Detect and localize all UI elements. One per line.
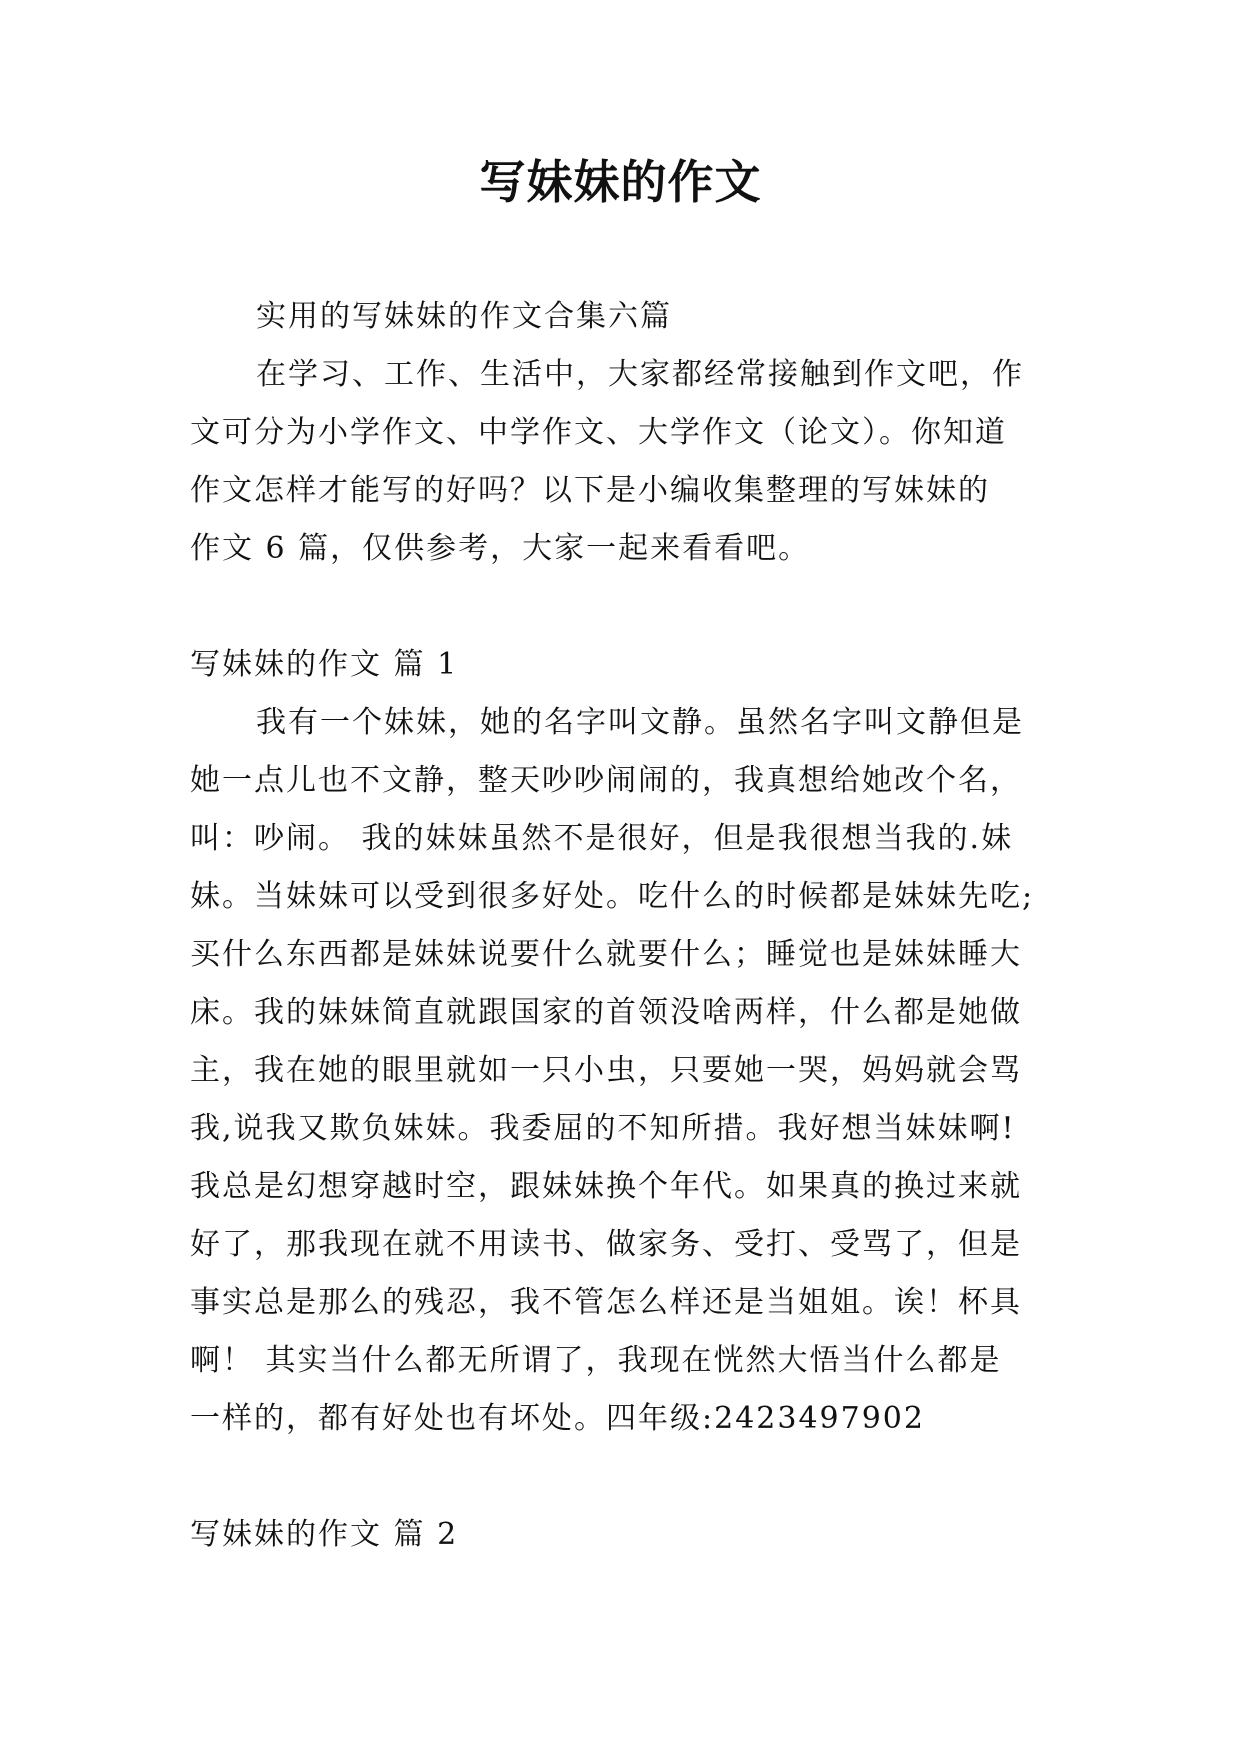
- section-spacer: [190, 1448, 1055, 1506]
- section-1-line: 我有一个妹妹，她的名字叫文静。虽然名字叫文静但是: [256, 705, 1024, 740]
- section-1-line: 事实总是那么的残忍，我不管怎么样还是当姐姐。诶！杯具: [190, 1285, 1022, 1320]
- section-1-line: 一样的，都有好处也有坏处。四年级:2423497902: [190, 1401, 925, 1436]
- document-title: 写妹妹的作文: [479, 155, 762, 209]
- document-body: [190, 288, 1055, 1564]
- section-1-line: 妹。当妹妹可以受到很多好处。吃什么的时候都是妹妹先吃;: [190, 879, 1035, 914]
- section-spacer: [190, 578, 1055, 636]
- section-1-line: 好了，那我现在就不用读书、做家务、受打、受骂了，但是: [190, 1227, 1022, 1262]
- document-subtitle: 实用的写妹妹的作文合集六篇: [256, 299, 672, 334]
- intro-line: 作文 6 篇，仅供参考，大家一起来看看吧。: [190, 531, 811, 566]
- intro-line: 在学习、工作、生活中，大家都经常接触到作文吧，作: [256, 357, 1024, 392]
- intro-line: 作文怎样才能写的好吗？以下是小编收集整理的写妹妹的: [190, 473, 990, 508]
- section-1-line: 她一点儿也不文静，整天吵吵闹闹的，我真想给她改个名，: [190, 763, 1022, 798]
- section-heading-1: 写妹妹的作文 篇 1: [190, 647, 459, 682]
- section-1-line: 主，我在她的眼里就如一只小虫，只要她一哭，妈妈就会骂: [190, 1053, 1022, 1088]
- section-1-line: 我总是幻想穿越时空，跟妹妹换个年代。如果真的换过来就: [190, 1169, 1022, 1204]
- section-1-line: 叫：吵闹。 我的妹妹虽然不是很好，但是我很想当我的.妹: [190, 821, 1014, 856]
- section-1-line: 我,说我又欺负妹妹。我委屈的不知所措。我好想当妹妹啊!: [190, 1111, 1016, 1146]
- intro-line: 文可分为小学作文、中学作文、大学作文（论文）。你知道: [190, 415, 1007, 450]
- section-1-line: 啊！ 其实当什么都无所谓了，我现在恍然大悟当什么都是: [190, 1343, 1002, 1378]
- section-1-line: 买什么东西都是妹妹说要什么就要什么；睡觉也是妹妹睡大: [190, 937, 1022, 972]
- section-1-line: 床。我的妹妹简直就跟国家的首领没啥两样，什么都是她做: [190, 995, 1022, 1030]
- section-heading-2: 写妹妹的作文 篇 2: [190, 1517, 459, 1552]
